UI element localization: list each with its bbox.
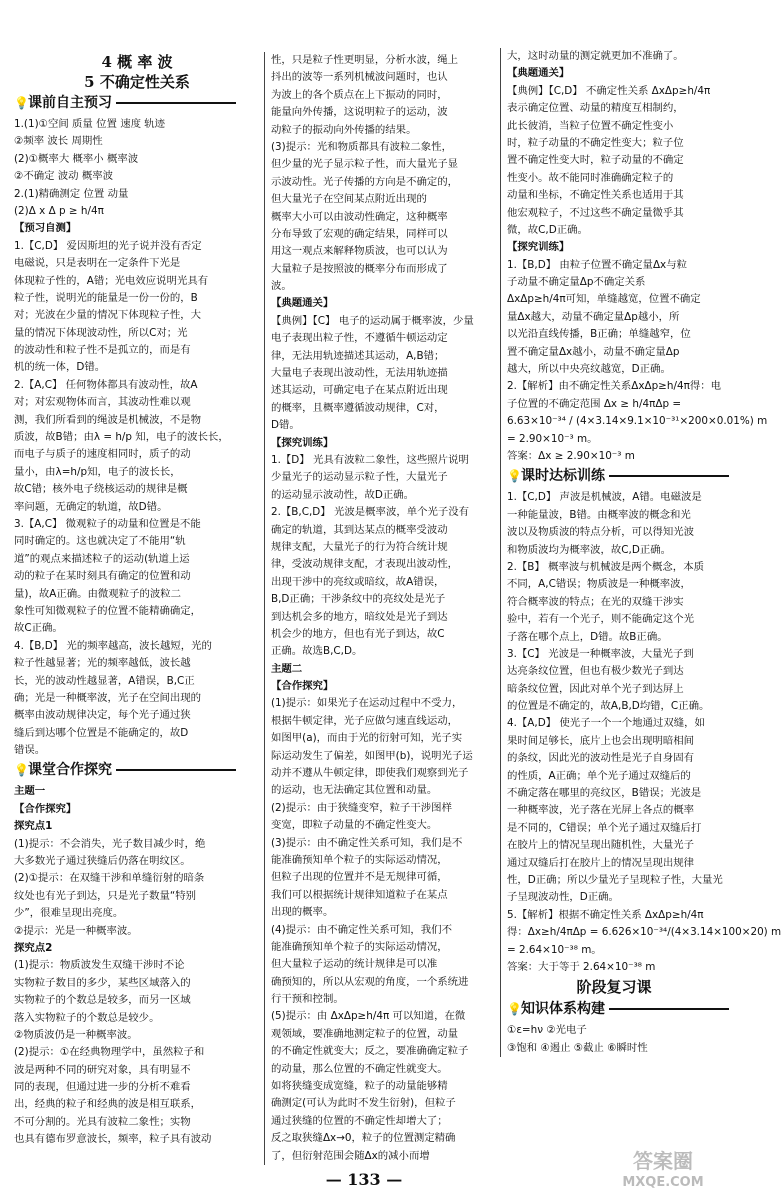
text-line: 实物粒子数目的多少，某些区域落入的 <box>14 976 191 989</box>
section-heading-text: 课时达标训练 <box>521 468 605 485</box>
text-line: 长，光的波动性越显著，A错误，B,C正 <box>14 674 195 687</box>
section-heading-text: 课前自主预习 <box>28 95 112 111</box>
text-line: 质波，故B错；由λ = h/p 知，电子的波长长， <box>14 431 229 444</box>
text-line: 2.【B】 概率波与机械波是两个概念，本质 <box>507 560 704 573</box>
section-heading-text: 知识体系构建 <box>521 1001 605 1018</box>
text-line: 确；光是一种概率波，光子在空间出现的 <box>14 691 202 704</box>
text-line: 1.【C,D】 爱因斯坦的光子说并没有否定 <box>14 239 202 252</box>
text-line: 律，受波动规律支配，才表现出波动性， <box>271 558 459 571</box>
lightbulb-icon: 💡 <box>14 763 29 778</box>
text-line: 对；光波在少量的情况下体现粒子性，大 <box>14 309 202 322</box>
text-line: ΔxΔp≥h/4π可知，单缝越宽，位置不确定 <box>507 293 701 306</box>
column-left <box>14 52 260 1149</box>
text-line: 此长彼消，当粒子位置不确定性变小 <box>507 119 674 132</box>
text-line: 述其运动，可确定电子在某点附近出现 <box>271 384 448 397</box>
text-line: 动的粒子在某时刻具有确定的位置和动 <box>14 570 191 583</box>
text-line: 他宏观粒子，不过这些不确定量微乎其 <box>507 206 684 219</box>
watermark-url: MXQE.COM <box>622 1175 704 1190</box>
text-line: 2.【A,C】 任何物体都具有波动性，故A <box>14 378 198 391</box>
text-line: (4)提示：由不确定性关系可知，我们不 <box>271 923 452 936</box>
text-line: 得：Δx≥h/4πΔp = 6.626×10⁻³⁴/(4×3.14×100×20) m <box>507 926 781 939</box>
text-line: 1.【C,D】 声波是机械波，A错。电磁波是 <box>507 491 702 504</box>
text-line: 动量和坐标，不确定性关系也适用于其 <box>507 189 684 202</box>
text-line: (2)①概率大 概率小 概率波 <box>14 152 139 165</box>
text-line: 粒子性越显著；光的频率越低，波长越 <box>14 657 191 670</box>
text-line: 动粒子的振动向外传播的结果。 <box>271 123 417 136</box>
text-line: 在胶片上的情况呈现出随机性，大量光子 <box>507 839 695 852</box>
lightbulb-icon: 💡 <box>14 96 29 110</box>
heading-rule <box>116 102 236 104</box>
sub-heading: 【探究训练】 <box>271 436 334 449</box>
lightbulb-icon: 💡 <box>507 1002 522 1017</box>
text-line: 到达机会多的地方，暗纹处是光子到达 <box>271 610 448 623</box>
text-line: 测，我们所看到的绳波是机械波，不是物 <box>14 413 202 426</box>
text-line: 的概率，且概率遵循波动规律，C对， <box>271 401 445 414</box>
text-line: 时，粒子动量的不确定性变大；粒子位 <box>507 136 684 149</box>
text-line: 同的表现，但通过进一步的分析不难看 <box>14 1081 191 1094</box>
lightbulb-icon: 💡 <box>507 469 522 484</box>
text-line: 是不同的，C错误；单个光子通过双缝后打 <box>507 821 702 834</box>
text-line: 如图甲(a)，而由于光的衍射可知，光子实 <box>271 732 463 745</box>
text-line: D错。 <box>271 419 300 432</box>
text-line: 微，故C,D正确。 <box>507 223 588 236</box>
text-line: 出现干涉中的亮纹或暗纹，故A错误， <box>271 575 445 588</box>
text-line: 变宽，即粒子动量的不确定性变大。 <box>271 819 438 832</box>
text-line: 能量向外传播，这说明粒子的运动，波 <box>271 106 448 119</box>
text-line: 故C错；核外电子绕核运动的规律是概 <box>14 483 188 496</box>
text-line: 概率由波动规律决定，每个光子通过狭 <box>14 709 191 722</box>
text-line: 的条纹，因此光的波动性是光子自身固有 <box>507 752 695 765</box>
text-line: 但大量光子在空间某点附近出现的 <box>271 193 427 206</box>
text-line: 正确。故选B,C,D。 <box>271 645 363 658</box>
text-line: (2)提示：由于狭缝变窄，粒子干涉图样 <box>271 801 452 814</box>
text-line: 缝后到达哪个位置是不能确定的，故D <box>14 726 189 739</box>
text-line: 电磁说，只是表明在一定条件下光是 <box>14 257 181 270</box>
heading-rule <box>116 769 236 771</box>
sub-heading: 探究点2 <box>14 941 53 954</box>
text-line: 故C正确。 <box>14 622 63 635</box>
text-line: = 2.64×10⁻³⁸ m。 <box>507 943 602 956</box>
text-line: 道”的观点来描述粒子的运动(轨道上运 <box>14 552 190 565</box>
text-line: (1)提示：不会消失，光子数目减少时，绝 <box>14 837 206 850</box>
text-line: 的运动，也无法确定其位置和动量。 <box>271 784 438 797</box>
text-line: 2.【B,C,D】 光波是概率波，单个光子没有 <box>271 506 470 519</box>
text-line: 少量光子的运动显示粒子性，大量光子 <box>271 471 448 484</box>
text-line: 不确定落在哪里的亮纹区，B错误；光波是 <box>507 787 702 800</box>
text-line: 3.【A,C】 微观粒子的动量和位置是不能 <box>14 517 201 530</box>
text-line: 以光沿直线传播，B正确；单缝越窄，位 <box>507 328 691 341</box>
text-line: (1)提示：物质波发生双缝干涉时不论 <box>14 959 185 972</box>
text-line: 行干预和控制。 <box>271 993 344 1006</box>
sub-heading: 【探究训练】 <box>507 241 570 254</box>
text-line: 1.【B,D】 由粒子位置不确定量Δx与粒 <box>507 258 687 271</box>
text-line: 反之取狭缝Δx→0，粒子的位置测定精确 <box>271 1132 456 1145</box>
text-line: 律，无法用轨迹描述其运动，A,B错； <box>271 349 445 362</box>
text-line: 5.【解析】根据不确定性关系 ΔxΔp≥h/4π <box>507 908 704 921</box>
text-line: 不可分割的。光具有波粒二象性；实物 <box>14 1115 191 1128</box>
sub-heading: 【合作探究】 <box>271 680 334 693</box>
text-line: 子呈现波动性，D正确。 <box>507 891 619 904</box>
text-line: 6.63×10⁻³⁴ / (4×3.14×9.1×10⁻³¹×200×0.01%) m <box>507 415 768 428</box>
text-line: 波以及物质波的特点分析，可以得知光波 <box>507 526 695 539</box>
section-heading <box>14 759 260 783</box>
text-line: 1.【D】 光具有波粒二象性，这些照片说明 <box>271 453 469 466</box>
text-line: 规律支配，大量光子的行为符合统计规 <box>271 540 448 553</box>
text-line: 表示确定位置、动量的精度互相制约， <box>507 102 684 115</box>
text-line: 4.【A,D】 使光子一个一个地通过双缝，如 <box>507 717 705 730</box>
text-line: 能准确预知单个粒子的实际运动情况， <box>271 940 448 953</box>
text-line: 的波动性和粒子性不是孤立的，而是有 <box>14 344 191 357</box>
watermark-text: 答案圈 <box>633 1149 693 1173</box>
text-line: 电子表现出粒子性，不遵循牛顿运动定 <box>271 332 448 345</box>
text-line: 我们可以根据统计规律知道粒子在某点 <box>271 888 448 901</box>
heading-rule <box>609 475 729 477</box>
text-line: 的不确定性就变大；反之，要准确确定粒子 <box>271 1045 469 1058</box>
sub-heading: 【典题通关】 <box>507 67 570 80</box>
page-number: — 133 — <box>325 1170 403 1189</box>
text-line: 不同，A,C错误；物质波是一种概率波， <box>507 578 691 591</box>
text-line: 大，这时动量的测定就更加不准确了。 <box>507 50 684 62</box>
text-line: 少”，很难呈现出亮度。 <box>14 907 124 920</box>
text-line: ②频率 波长 周期性 <box>14 135 103 148</box>
chapter-title: 5 不确定性关系 <box>84 73 190 91</box>
text-line: 抖出的波等一系列机械波问题时，也认 <box>271 71 448 84</box>
text-line: 如将狭缝变成宽缝，粒子的动量能够精 <box>271 1080 448 1093</box>
text-line: 对；对宏观物体而言，其波动性难以观 <box>14 396 191 409</box>
sub-heading: 【预习自测】 <box>14 222 77 235</box>
text-line: 4.【B,D】 光的频率越高，波长越短，光的 <box>14 639 212 652</box>
section-heading <box>507 998 721 1022</box>
text-line: 子动量不确定量Δp不确定关系 <box>507 276 646 289</box>
text-line: 的运动显示波动性，故D正确。 <box>271 488 415 501</box>
text-line: 性，只是粒子性更明显，分析水波，绳上 <box>271 54 459 66</box>
text-line: 大多数光子通过狭缝后仍落在明纹区。 <box>14 855 191 868</box>
text-line: ①ε=hν ②光电子 <box>507 1024 587 1037</box>
text-line: B,D正确；干涉条纹中的亮纹处是光子 <box>271 593 446 606</box>
text-line: 用这一观点来解释物质波，也可以认为 <box>271 245 448 258</box>
text-line: 答案：Δx ≥ 2.90×10⁻³ m <box>507 449 635 462</box>
text-line: 答案：大于等于 2.64×10⁻³⁸ m <box>507 960 656 973</box>
text-line: 动并不遵从牛顿定律，即使我们观察到光子 <box>271 767 469 780</box>
text-line: (3)提示：光和物质都具有波粒二象性， <box>271 140 452 153</box>
text-line: (2)Δ x Δ p ≥ h/4π <box>14 204 104 217</box>
text-line: 波是两种不同的研究对象，具有明显不 <box>14 1063 191 1076</box>
text-line: 际运动发生了偏差，如图甲(b)，说明光子运 <box>271 749 473 762</box>
text-line: ②不确定 波动 概率波 <box>14 170 114 183</box>
text-line: 【典例】【C,D】 不确定性关系 ΔxΔp≥h/4π <box>507 84 711 97</box>
text-line: 错误。 <box>14 744 46 757</box>
text-line: 通过双缝后打在胶片上的情况呈现出规律 <box>507 856 695 869</box>
sub-heading: 【合作探究】 <box>14 802 77 815</box>
text-line: 量)，故A正确。由微观粒子的波粒二 <box>14 587 182 600</box>
text-line: ②提示：光是一种概率波。 <box>14 924 138 937</box>
text-line: 和物质波均为概率波，故C,D正确。 <box>507 543 672 556</box>
text-line: 2.【解析】由不确定性关系ΔxΔp≥h/4π得：电 <box>507 380 722 393</box>
text-line: 体现粒子性的，A错；光电效应说明光具有 <box>14 274 209 287</box>
text-line: 落入实物粒子的个数总是较少。 <box>14 1011 160 1024</box>
text-line: = 2.90×10⁻³ m。 <box>507 432 598 445</box>
heading-rule <box>609 1008 729 1010</box>
sub-heading: 主题二 <box>271 662 303 675</box>
text-line: 纹处也有光子到达，只是光子数量“特别 <box>14 889 197 902</box>
text-line: 示波动性。光子传播的方向是不确定的， <box>271 175 459 188</box>
text-line: 子位置的不确定范围 Δx ≥ h/4πΔp = <box>507 397 682 410</box>
sub-heading: 【典题通关】 <box>271 297 334 310</box>
text-line: (1)提示：如果光子在运动过程中不受力， <box>271 697 463 710</box>
text-line: 波。 <box>271 280 292 293</box>
text-line: 一种能量波，B错。由概率波的概念和光 <box>507 508 691 521</box>
text-line: 出，经典的粒子和经典的波是相互联系， <box>14 1098 202 1111</box>
text-line: 大量粒子是按照波的概率分布而形成了 <box>271 262 448 275</box>
text-line: 置不确定量Δx越小，动量不确定量Δp <box>507 345 680 358</box>
text-line: 概率大小可以由波动性确定，这种概率 <box>271 210 448 223</box>
text-line: 的位置是不确定的，故A,B,D均错，C正确。 <box>507 700 710 713</box>
text-line: 了，但衍射范围会随Δx的减小而增 <box>271 1149 430 1162</box>
text-line: 粒子性，说明光的能量是一份一份的，B <box>14 291 198 304</box>
watermark-logo <box>604 1150 722 1198</box>
text-line: (5)提示：由 ΔxΔp≥h/4π 可以知道，在微 <box>271 1010 466 1023</box>
text-line: 为波上的各个质点在上下振动的同时， <box>271 88 448 101</box>
text-line: 确预知的，所以从宏观的角度，一个系统进 <box>271 975 469 988</box>
sub-heading: 探究点1 <box>14 820 53 833</box>
text-line: 一种概率波，光子落在光屏上各点的概率 <box>507 804 695 817</box>
sub-heading: 主题一 <box>14 785 46 798</box>
text-line: 验中，若有一个光子，则不能确定这个光 <box>507 613 695 626</box>
text-line: 机会少的地方，但也有光子到达，故C <box>271 627 445 640</box>
section-heading <box>14 92 260 116</box>
chapter-title: 4 概 率 波 <box>101 53 173 71</box>
text-line: 确测定(可认为此时不发生衍射)，但粒子 <box>271 1097 456 1110</box>
text-line: 大量电子表现出波动性，无法用轨迹描 <box>271 367 448 380</box>
text-line: 果时间足够长，底片上也会出现明暗相间 <box>507 734 695 747</box>
text-line: 率问题，无确定的轨道，故D错。 <box>14 500 168 513</box>
text-line: 实物粒子的个数总是较多，而另一区域 <box>14 994 191 1007</box>
text-line: (3)提示：由不确定性关系可知，我们是不 <box>271 836 463 849</box>
text-line: 性变小。故不能同时准确确定粒子的 <box>507 171 674 184</box>
text-line: 能准确预知单个粒子的实际运动情况， <box>271 853 448 866</box>
text-line: 子落在哪个点上，D错。故B正确。 <box>507 630 668 643</box>
text-line: 量的情况下体现波动性，所以C对；光 <box>14 326 188 339</box>
column-right <box>500 48 781 1057</box>
text-line: 【典例】【C】 电子的运动属于概率波，少量 <box>271 314 474 327</box>
text-line: 也具有德布罗意波长，频率，粒子具有波动 <box>14 1133 212 1146</box>
text-line: 符合概率波的特点；在光的双缝干涉实 <box>507 595 684 608</box>
text-line: (2)提示：①在经典物理学中，虽然粒子和 <box>14 1046 205 1059</box>
text-line: 但大量粒子运动的统计规律是可以准 <box>271 958 438 971</box>
text-line: 性，D正确；所以少量光子呈现粒子性，大量光 <box>507 873 723 886</box>
text-line: 3.【C】 光波是一种概率波，大量光子到 <box>507 647 694 660</box>
text-line: 量Δx越大，动量不确定量Δp越小，所 <box>507 310 680 323</box>
text-line: 达亮条纹位置，但也有极少数光子到达 <box>507 665 684 678</box>
text-line: 但粒子出现的位置并不是无规律可循， <box>271 871 448 884</box>
text-line: 置不确定性变大时，粒子动量的不确定 <box>507 154 684 167</box>
review-title: 阶段复习课 <box>576 978 652 997</box>
column-middle <box>264 52 499 1165</box>
text-line: 的动量，那么位置的不确定性就变大。 <box>271 1062 448 1075</box>
text-line: 出现的概率。 <box>271 906 334 919</box>
text-line: 通过狭缝的位置的不确定性却增大了； <box>271 1114 448 1127</box>
text-line: 越大，所以中央亮纹越宽，D正确。 <box>507 363 671 376</box>
text-line: 象性可知微观粒子的位置不能精确确定， <box>14 604 202 617</box>
text-line: 暗条纹位置，因此对单个光子到达屏上 <box>507 682 684 695</box>
text-line: 同时确定的。这也就决定了不能用“轨 <box>14 535 186 548</box>
text-line: 但少量的光子显示粒子性，而大量光子显 <box>271 158 459 171</box>
text-line: 2.(1)精确测定 位置 动量 <box>14 187 129 200</box>
text-line: 的性质，A正确；单个光子通过双缝后的 <box>507 769 691 782</box>
text-line: 而电子与质子的速度相同时，质子的动 <box>14 448 191 461</box>
section-heading <box>507 465 721 489</box>
section-heading-text: 课堂合作探究 <box>28 762 112 779</box>
text-line: 机的统一体，D错。 <box>14 361 106 374</box>
text-line: (2)①提示：在双缝干涉和单缝衍射的暗条 <box>14 872 205 885</box>
text-line: 根据牛顿定律，光子应做匀速直线运动， <box>271 714 459 727</box>
text-line: 确定的轨道，其到达某点的概率受波动 <box>271 523 448 536</box>
text-line: 分布导致了宏观的确定结果，同样可以 <box>271 227 448 240</box>
text-line: 观领域，要准确地测定粒子的位置，动量 <box>271 1027 459 1040</box>
text-line: ③饱和 ④遏止 ⑤截止 ⑥瞬时性 <box>507 1041 648 1054</box>
text-line: 1.(1)①空间 质量 位置 速度 轨迹 <box>14 118 166 130</box>
text-line: 量小，由λ=h/p知，电子的波长长， <box>14 465 181 478</box>
text-line: ②物质波仍是一种概率波。 <box>14 1028 138 1041</box>
